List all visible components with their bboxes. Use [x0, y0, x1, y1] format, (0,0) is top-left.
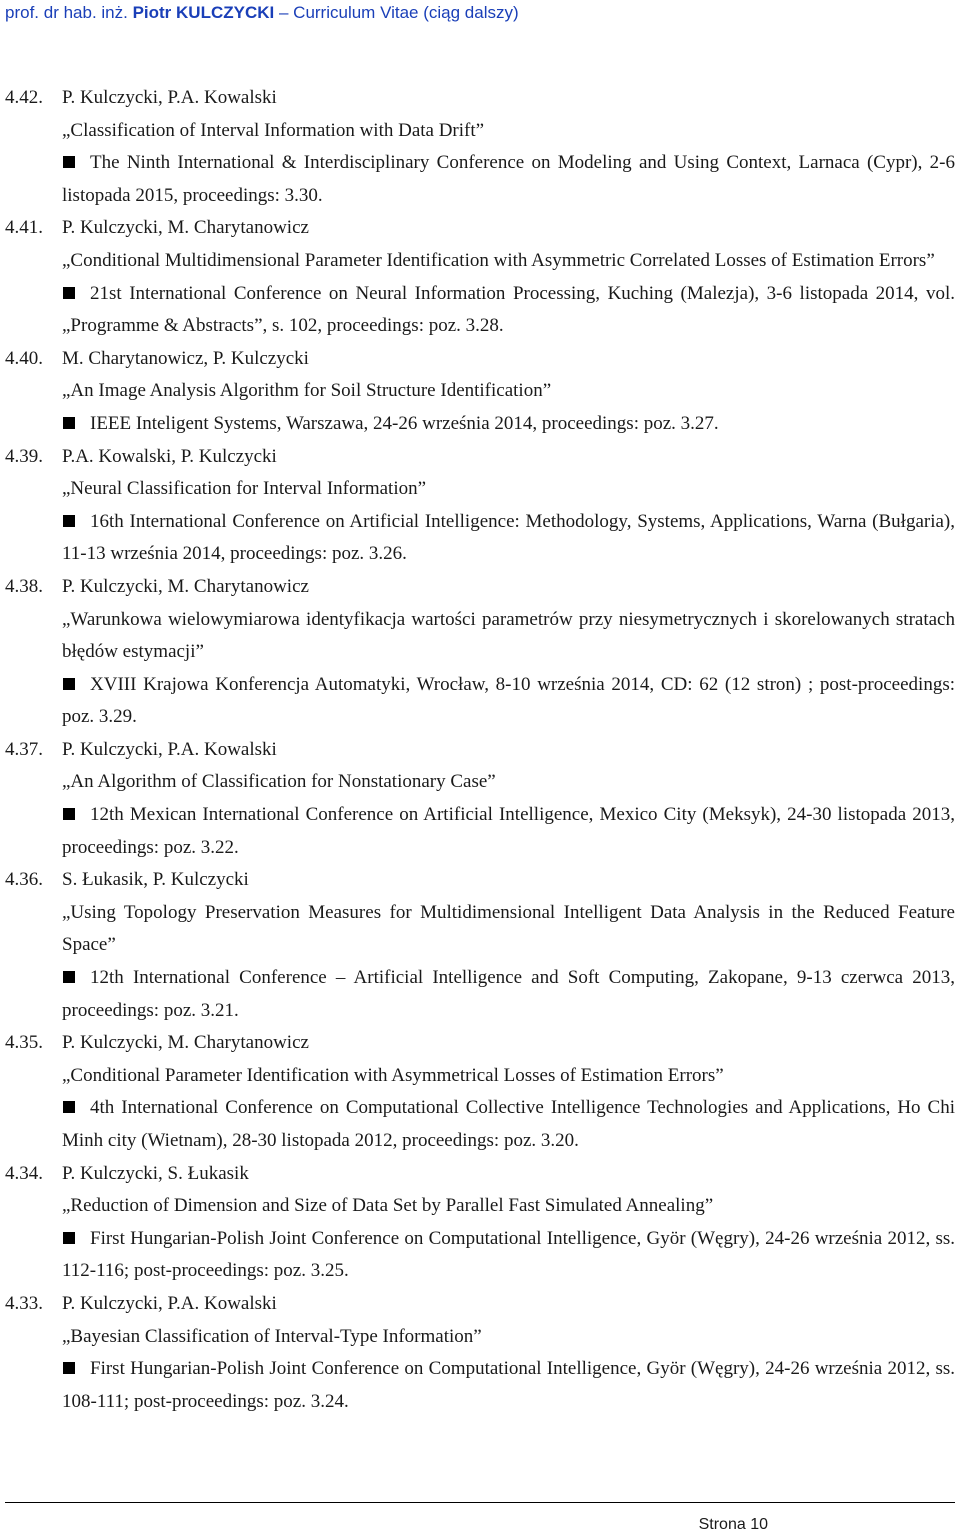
entry-number: 4.39.: [5, 445, 43, 467]
header-author: Piotr KULCZYCKI: [132, 3, 275, 22]
entry-authors: P.A. Kowalski, P. Kulczycki: [62, 445, 277, 467]
entry-venue-row: [62, 408, 955, 441]
entry-title: „Neural Classification for Interval Information”: [62, 478, 427, 500]
entry-venue-row: [62, 962, 955, 1027]
entry-heading: [5, 734, 955, 767]
publication-entry: [5, 212, 955, 342]
publication-entry: [5, 1158, 955, 1288]
entry-heading: [5, 864, 955, 897]
square-bullet-icon: [63, 678, 75, 690]
entry-number: 4.36.: [5, 869, 43, 891]
entry-venue-row: [62, 669, 955, 734]
entry-venue: 21st International Conference on Neural Information Processing, Kuching (Malezja), 3-6 listopada 2014, vol. „Programme & Abstracts”, s. 102, proceedings: poz. 3.28.: [62, 282, 955, 337]
entry-heading: [5, 441, 955, 474]
entry-venue-row: [62, 1353, 955, 1418]
square-bullet-icon: [63, 1101, 75, 1113]
entry-title: „Conditional Multidimensional Parameter Identification with Asymmetric Correlated Losses of Estimation Errors”: [62, 249, 935, 271]
square-bullet-icon: [63, 515, 75, 527]
entry-heading: [5, 571, 955, 604]
entry-venue: 4th International Conference on Computational Collective Intelligence Technologies and Applications, Ho Chi Minh city (Wietnam), 28-30 listopada 2012, proceedings: poz. 3.20.: [62, 1097, 955, 1151]
entry-venue: XVIII Krajowa Konferencja Automatyki, Wrocław, 8-10 września 2014, CD: 62 (12 stron) ; post-proceedings: poz. 3.29.: [62, 673, 955, 728]
entry-authors: P. Kulczycki, M. Charytanowicz: [62, 1032, 309, 1054]
page-header: [5, 3, 519, 23]
square-bullet-icon: [63, 287, 75, 299]
entry-number: 4.38.: [5, 575, 43, 597]
entry-heading: [5, 1288, 955, 1321]
square-bullet-icon: [63, 808, 75, 820]
entry-authors: P. Kulczycki, M. Charytanowicz: [62, 217, 309, 239]
entry-venue: 12th International Conference – Artificial Intelligence and Soft Computing, Zakopane, 9-13 czerwca 2013, proceedings: poz. 3.21.: [62, 967, 955, 1021]
publication-entry: [5, 343, 955, 441]
entry-authors: S. Łukasik, P. Kulczycki: [62, 869, 249, 891]
entry-authors: P. Kulczycki, M. Charytanowicz: [62, 575, 309, 597]
entry-title: „Warunkowa wielowymiarowa identyfikacja wartości parametrów przy niesymetrycznych i skorelowanych stratach błędów estymacji”: [62, 608, 955, 663]
square-bullet-icon: [63, 156, 75, 168]
entry-title: „An Algorithm of Classification for Nonstationary Case”: [62, 771, 496, 793]
entry-authors: P. Kulczycki, S. Łukasik: [62, 1162, 249, 1184]
entry-title: „An Image Analysis Algorithm for Soil Structure Identification”: [62, 380, 552, 402]
entry-authors: M. Charytanowicz, P. Kulczycki: [62, 347, 309, 369]
publication-entry: [5, 1288, 955, 1418]
publication-entry: [5, 734, 955, 864]
publication-list: [5, 82, 955, 1418]
entry-venue: The Ninth International & Interdisciplinary Conference on Modeling and Using Context, Larnaca (Cypr), 2-6 listopada 2015, proceedings: 3.30.: [62, 152, 955, 206]
publication-entry: [5, 441, 955, 571]
entry-number: 4.37.: [5, 738, 43, 760]
entry-title: „Classification of Interval Information with Data Drift”: [62, 119, 485, 141]
entry-heading: [5, 1027, 955, 1060]
page-number: Strona 10: [698, 1516, 768, 1533]
entry-authors: P. Kulczycki, P.A. Kowalski: [62, 738, 277, 760]
entry-venue-row: [62, 799, 955, 864]
entry-title: „Bayesian Classification of Interval-Type Information”: [62, 1325, 482, 1347]
entry-number: 4.35.: [5, 1032, 43, 1054]
entry-authors: P. Kulczycki, P.A. Kowalski: [62, 1292, 277, 1314]
publication-entry: [5, 571, 955, 734]
entry-number: 4.34.: [5, 1162, 43, 1184]
entry-venue: First Hungarian-Polish Joint Conference on Computational Intelligence, Györ (Węgry), 24-26 września 2012, ss. 112-116; post-proceedings: poz. 3.25.: [62, 1227, 955, 1282]
entry-number: 4.33.: [5, 1292, 43, 1314]
entry-number: 4.41.: [5, 217, 43, 239]
entry-venue-row: [62, 278, 955, 343]
square-bullet-icon: [63, 417, 75, 429]
entry-venue: 16th International Conference on Artificial Intelligence: Methodology, Systems, Applications, Warna (Bułgaria), 11-13 września 2014, proceedings: poz. 3.26.: [62, 510, 955, 565]
entry-heading: [5, 82, 955, 115]
footer-divider: [5, 1502, 955, 1503]
entry-title: „Using Topology Preservation Measures for Multidimensional Intelligent Data Analysis in the Reduced Feature Space”: [62, 901, 955, 956]
entry-venue-row: [62, 147, 955, 212]
entry-venue-row: [62, 1223, 955, 1288]
square-bullet-icon: [63, 1362, 75, 1374]
entry-heading: [5, 212, 955, 245]
entry-venue: First Hungarian-Polish Joint Conference on Computational Intelligence, Györ (Węgry), 24-26 września 2012, ss. 108-111; post-proceedings: poz. 3.24.: [62, 1358, 955, 1412]
publication-entry: [5, 864, 955, 1027]
publication-entry: [5, 82, 955, 212]
header-suffix: – Curriculum Vitae (ciąg dalszy): [278, 3, 519, 22]
entry-title: „Reduction of Dimension and Size of Data Set by Parallel Fast Simulated Annealing”: [62, 1195, 714, 1217]
entry-heading: [5, 343, 955, 376]
entry-venue: 12th Mexican International Conference on Artificial Intelligence, Mexico City (Meksyk), 24-30 listopada 2013, proceedings: poz. 3.22.: [62, 804, 955, 858]
square-bullet-icon: [63, 1232, 75, 1244]
entry-authors: P. Kulczycki, P.A. Kowalski: [62, 87, 277, 108]
publication-entry: [5, 1027, 955, 1157]
entry-venue-row: [62, 1092, 955, 1157]
entry-heading: [5, 1158, 955, 1191]
entry-number: 4.42.: [5, 87, 43, 108]
entry-title: „Conditional Parameter Identification with Asymmetrical Losses of Estimation Errors”: [62, 1064, 724, 1086]
entry-venue-row: [62, 506, 955, 571]
entry-number: 4.40.: [5, 347, 43, 369]
header-prefix: prof. dr hab. inż.: [5, 3, 128, 22]
entry-venue: IEEE Inteligent Systems, Warszawa, 24-26 września 2014, proceedings: poz. 3.27.: [90, 412, 719, 434]
square-bullet-icon: [63, 971, 75, 983]
